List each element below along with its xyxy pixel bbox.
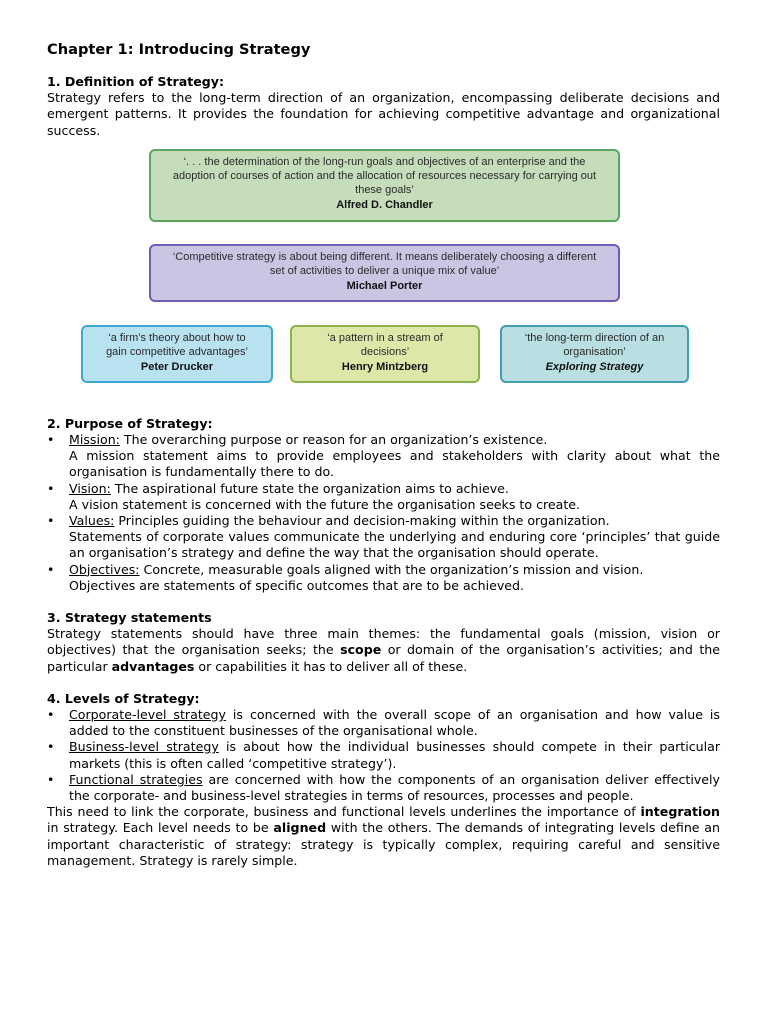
definition-values: Principles guiding the behaviour and decision-making within the organization. (114, 513, 610, 529)
quote-author: Peter Drucker (140, 360, 214, 373)
term-corporate-level: Corporate-level strategy (69, 707, 226, 723)
detail-values: Statements of corporate values communicate the underlying and enduring core ‘principles’ that guide an organisation’s strategy and define the way that the organisation should operate. (69, 529, 720, 561)
definition-paragraph: Strategy refers to the long-term direction of an organization, encompassing deliberate decisions and emergent patterns. It provides the foundation for achieving competitive advantage and organizational success. (47, 90, 720, 138)
term-business-level: Business-level strategy (69, 739, 219, 755)
section-heading-statements: 3. Strategy statements (47, 610, 212, 626)
list-item (47, 481, 720, 513)
bullet-icon: • (47, 480, 55, 496)
statements-paragraph (47, 626, 720, 675)
list-item (47, 772, 720, 804)
bold-scope: scope (340, 642, 382, 658)
text-run: is about how the individual businesses should compete in their particular markets (this is often called ‘competitive strategy’). (69, 739, 721, 771)
bullet-icon: • (47, 513, 55, 529)
quote-text: ‘a pattern in a stream of decisions’ (327, 331, 443, 358)
list-item (47, 513, 720, 562)
spacer (47, 594, 720, 610)
bullet-icon: • (47, 707, 55, 723)
levels-list (47, 707, 720, 804)
bullet-icon: • (47, 771, 55, 787)
definition-objectives: Concrete, measurable goals aligned with the organization’s mission and vision. (139, 561, 644, 577)
list-item (47, 739, 720, 771)
term-vision: Vision: (69, 480, 111, 496)
definition-vision: The aspirational future state the organization aims to achieve. (110, 480, 509, 496)
chapter-title: Chapter 1: Introducing Strategy (47, 41, 311, 58)
detail-vision: A vision statement is concerned with the future the organisation seeks to create. (69, 496, 581, 512)
term-values: Values: (69, 513, 115, 529)
list-item (47, 707, 720, 739)
list-item (47, 432, 720, 481)
quote-author: Exploring Strategy (545, 360, 644, 373)
term-functional: Functional strategies (69, 771, 203, 787)
bold-integration: integration (640, 804, 720, 820)
quote-text: ‘. . . the determination of the long-run goals and objectives of an enterprise and the adoption of courses of action and the allocation of resources necessary for carrying out these goals’ (172, 155, 597, 196)
quote-box-drucker (81, 325, 273, 383)
section-heading-levels: 4. Levels of Strategy: (47, 690, 200, 706)
bold-aligned: aligned (273, 820, 327, 836)
levels-closing-paragraph (47, 804, 720, 869)
spacer (47, 675, 720, 691)
text-run: or capabilities it has to deliver all of these. (194, 658, 468, 674)
document-page (47, 40, 720, 869)
strategy-definitions-figure (47, 149, 720, 404)
text-run: Strategy statements should have three main themes: the fundamental goals (mission, vision or objectives) that the organisation seeks; the (47, 626, 720, 658)
bold-advantages: advantages (111, 658, 195, 674)
bullet-icon: • (47, 432, 55, 448)
detail-mission: A mission statement aims to provide employees and stakeholders with clarity about what the organisation is fundamentally there to do. (69, 448, 720, 480)
detail-objectives: Objectives are statements of specific outcomes that are to be achieved. (69, 577, 525, 593)
quote-box-exploring-strategy (500, 325, 689, 383)
text-run: in strategy. Each level needs to be (47, 820, 274, 836)
section-heading-definition: 1. Definition of Strategy: (47, 74, 225, 89)
text-run: or domain of the organisation’s activities; and the particular (47, 642, 720, 674)
quote-author: Alfred D. Chandler (336, 198, 433, 211)
term-objectives: Objectives: (69, 561, 140, 577)
text-run: are concerned with how the components of an organisation deliver effectively the corporate- and business-level strategies in terms of resources, processes and people. (69, 771, 720, 804)
definition-mission: The overarching purpose or reason for an organization’s existence. (119, 432, 548, 448)
quote-text: ‘a firm’s theory about how to gain competitive advantages’ (106, 331, 248, 358)
text-run: This need to link the corporate, business and functional levels underlines the importance of (47, 804, 641, 820)
purpose-list (47, 432, 720, 594)
text-run: with the others. The demands of integrating levels define an important characteristic of strategy: strategy is typically complex, requiring careful and sensitive management. Strategy is rarely simple. (47, 820, 720, 868)
quote-box-porter (149, 244, 620, 302)
section-heading-purpose: 2. Purpose of Strategy: (47, 415, 213, 431)
quote-box-mintzberg (290, 325, 480, 383)
text-run: is concerned with the overall scope of an organisation and how value is added to the constituent businesses of the organisational whole. (69, 707, 720, 739)
quote-author: Michael Porter (346, 279, 423, 292)
quote-text: ‘the long-term direction of an organisation’ (524, 331, 665, 358)
bullet-icon: • (47, 561, 55, 577)
quote-box-chandler (149, 149, 620, 222)
quote-author: Henry Mintzberg (341, 360, 429, 373)
quote-text: ‘Competitive strategy is about being different. It means deliberately choosing a different set of activities to deliver a unique mix of value’ (172, 250, 597, 277)
list-item (47, 562, 720, 594)
bullet-icon: • (47, 739, 55, 755)
term-mission: Mission: (69, 432, 120, 448)
